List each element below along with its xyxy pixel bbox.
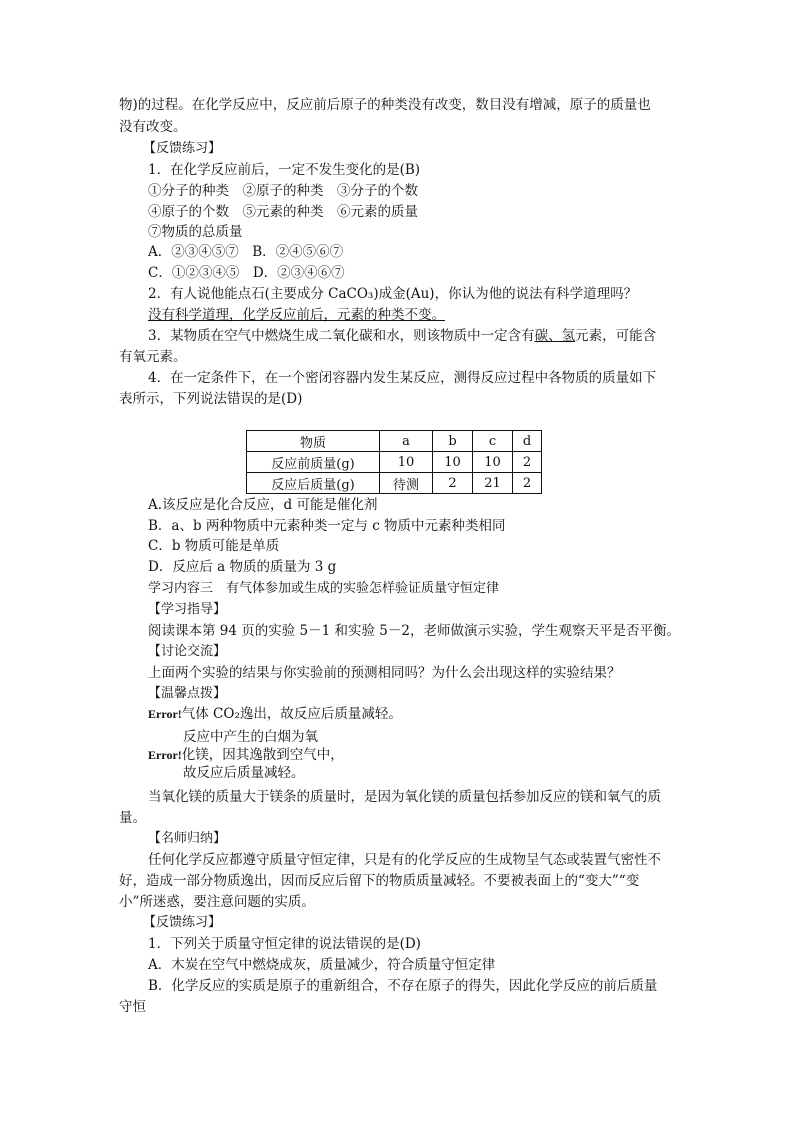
paragraph-line: 任何化学反应都遵守质量守恒定律，只是有的化学反应的生成物呈气态或装置气密性不 [148, 852, 661, 868]
table-row [247, 473, 542, 494]
tip-line [148, 704, 402, 724]
table-cell: 10 [473, 452, 513, 473]
option-c: C．b 物质可能是单质 [148, 538, 280, 554]
table-header-cell: b [433, 431, 473, 452]
section-heading-guide: 【学习指导】 [148, 602, 227, 617]
table-row [247, 452, 542, 473]
paragraph-line: 好，造成一部分物质逸出，因而反应后留下的物质质量减轻。不要被表面上的“变大”“变 [119, 873, 640, 889]
section-heading-tips: 【温馨点拨】 [148, 686, 227, 701]
question-1: 1．在化学反应前后，一定不发生变化的是(B) [148, 162, 421, 178]
option-line: ④原子的个数 ⑤元素的种类 ⑥元素的质量 [148, 204, 418, 220]
table-cell: 2 [433, 473, 473, 494]
error-field-marker: Error! [148, 748, 182, 762]
paragraph-line: 阅读课本第 94 页的实验 5－1 和实验 5－2，老师做演示实验，学生观察天平是否平衡。 [148, 623, 680, 639]
answer-3-blank: 碳、氢 [534, 328, 576, 344]
answer-2: 没有科学道理，化学反应前后，元素的种类不变。 [148, 307, 445, 323]
paragraph-line: 量。 [119, 810, 146, 826]
paragraph-line: 守恒 [119, 999, 146, 1015]
table-cell: 2 [513, 452, 542, 473]
paragraph-line: 小”所迷惑，要注意问题的实质。 [119, 894, 315, 910]
question-1b: 1．下列关于质量守恒定律的说法错误的是(D) [148, 936, 421, 952]
table-cell: 10 [433, 452, 473, 473]
option-line: ①分子的种类 ②原子的种类 ③分子的个数 [148, 183, 418, 199]
paragraph-line: 没有改变。 [119, 119, 187, 135]
section-heading-feedback: 【反馈练习】 [143, 141, 222, 156]
option-b: B．化学反应的实质是原子的重新组合，不存在原子的得失，因此化学反应的前后质量 [148, 978, 658, 994]
section-heading-discussion: 【讨论交流】 [148, 644, 227, 659]
section-heading-feedback-2: 【反馈练习】 [143, 915, 222, 930]
table-cell: 反应前质量(g) [247, 452, 380, 473]
section-heading-summary: 【名师归纳】 [148, 831, 227, 846]
option-a: A.该反应是化合反应，d 可能是催化剂 [148, 497, 378, 513]
tip-line: 故反应后质量减轻。 [183, 765, 305, 781]
mass-table [246, 430, 542, 494]
table-header-cell: c [473, 431, 513, 452]
error-field-marker: Error! [148, 707, 182, 721]
tip-line: 反应中产生的白烟为氧 [183, 729, 318, 745]
table-cell: 21 [473, 473, 513, 494]
answer-choices: A．②③④⑤⑦ B．②④⑤⑥⑦ [148, 244, 344, 260]
option-d: D．反应后 a 物质的质量为 3 g [148, 559, 337, 575]
question-2: 2．有人说他能点石(主要成分 CaCO₃)成金(Au)，你认为他的说法有科学道理吗？ [148, 286, 638, 302]
table-cell: 10 [380, 452, 433, 473]
table-header-cell: 物质 [247, 431, 380, 452]
table-cell: 待测 [380, 473, 433, 494]
paragraph-line: 当氧化镁的质量大于镁条的质量时，是因为氧化镁的质量包括参加反应的镁和氧气的质 [148, 789, 661, 805]
paragraph-line: 物)的过程。在化学反应中，反应前后原子的种类没有改变，数目没有增减，原子的质量也 [119, 97, 651, 113]
paragraph-line: 有氧元素。 [119, 349, 187, 365]
option-line: ⑦物质的总质量 [148, 224, 243, 240]
tip-text: 气体 CO₂逸出，故反应后质量减轻。 [181, 706, 402, 722]
section-title-content-3: 学习内容三 有气体参加或生成的实验怎样验证质量守恒定律 [148, 581, 500, 596]
paragraph-line: 上面两个实验的结果与你实验前的预测相同吗？为什么会出现这样的实验结果？ [148, 665, 621, 681]
answer-choices: C．①②③④⑤ D．②③④⑥⑦ [148, 265, 345, 281]
question-4: 4．在一定条件下，在一个密闭容器内发生某反应，测得反应过程中各物质的质量如下 [148, 370, 657, 386]
table-header-cell: d [513, 431, 542, 452]
option-b: B．a、b 两种物质中元素种类一定与 c 物质中元素种类相同 [148, 518, 506, 534]
tip-line [148, 745, 344, 765]
option-a: A．木炭在空气中燃烧成灰，质量减少，符合质量守恒定律 [148, 957, 496, 973]
question-3 [148, 326, 656, 346]
paragraph-line: 表所示，下列说法错误的是(D) [119, 391, 303, 407]
table-header-row [247, 431, 542, 452]
question-3-text-end: 元素，可能含 [575, 328, 657, 344]
table-cell: 反应后质量(g) [247, 473, 380, 494]
table-header-cell: a [380, 431, 433, 452]
tip-text: 化镁，因其逸散到空气中， [181, 747, 344, 763]
question-3-text: 3．某物质在空气中燃烧生成二氧化碳和水，则该物质中一定含有 [148, 328, 535, 344]
table-cell: 2 [513, 473, 542, 494]
